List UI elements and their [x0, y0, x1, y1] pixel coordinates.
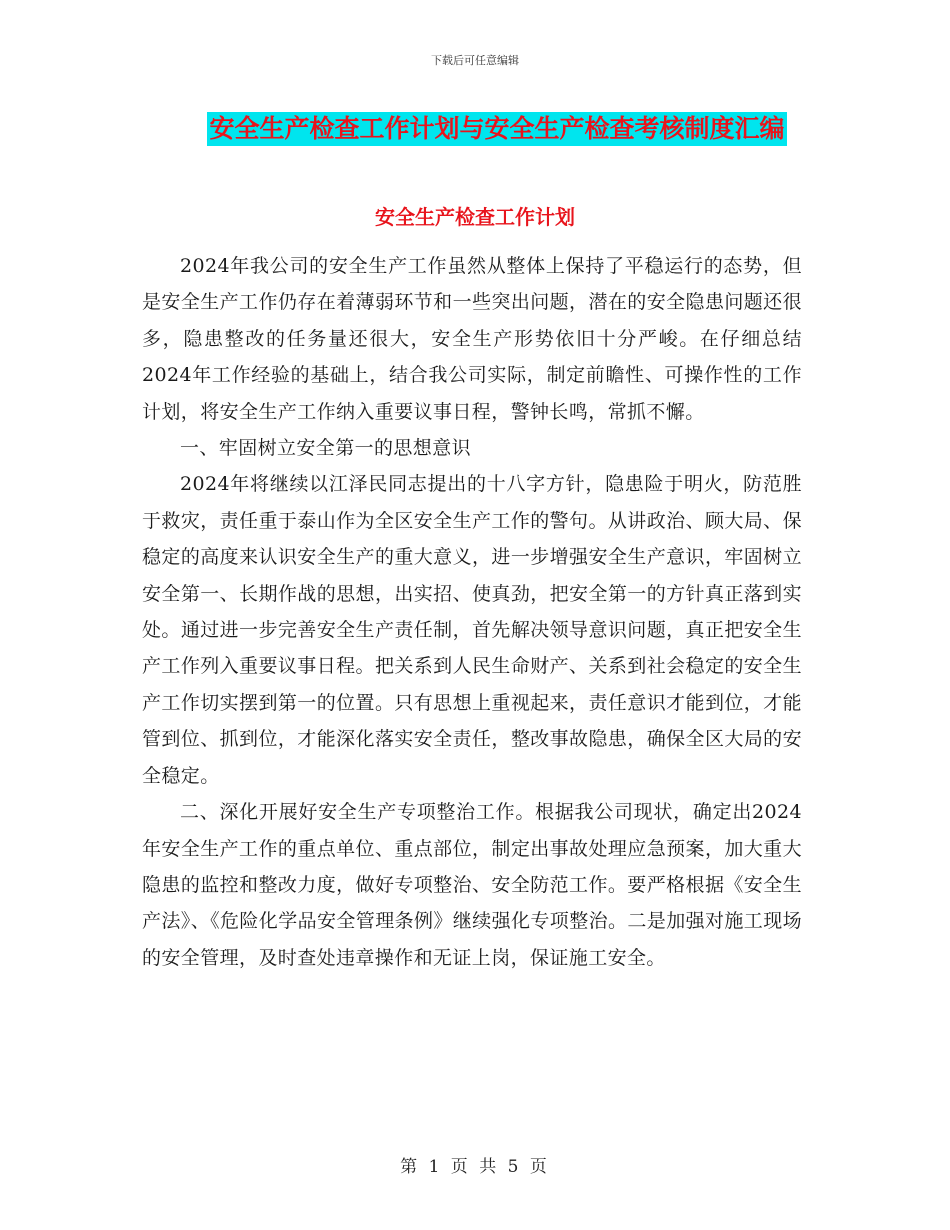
- paragraph-intro: 2024年我公司的安全生产工作虽然从整体上保持了平稳运行的态势，但是安全生产工作仍存在着薄弱环节和一些突出问题，潜在的安全隐患问题还很多，隐患整改的任务量还很大，安全生产形势依旧十分严峻。在仔细总结2024年工作经验的基础上，结合我公司实际，制定前瞻性、可操作性的工作计划，将安全生产工作纳入重要议事日程，警钟长鸣，常抓不懈。: [142, 255, 802, 423]
- paragraph-section-2: 二、深化开展好安全生产专项整治工作。根据我公司现状，确定出2024年安全生产工作的重点单位、重点部位，制定出事故处理应急预案，加大重大隐患的监控和整改力度，做好专项整治、安全防范工作。要严格根据《安全生产法》、《危险化学品安全管理条例》继续强化专项整治。二是加强对施工现场的安全管理，及时查处违章操作和无证上岗，保证施工安全。: [142, 801, 803, 969]
- header-note: 下载后可任意编辑: [431, 54, 519, 67]
- document-title-block: [0, 112, 950, 146]
- paragraph-heading-1: 一、牢固树立安全第一的思想意识: [180, 437, 472, 460]
- page-footer: 第 1 页 共 5 页: [400, 1157, 550, 1177]
- document-title: 安全生产检查工作计划与安全生产检查考核制度汇编: [207, 112, 786, 146]
- body-text: [142, 248, 802, 976]
- paragraph-section-1: 2024年将继续以江泽民同志提出的十八字方针，隐患险于明火，防范胜于救灾，责任重于泰山作为全区安全生产工作的警句。从讲政治、顾大局、保稳定的高度来认识安全生产的重大意义，进一步增强安全生产意识，牢固树立安全第一、长期作战的思想，出实招、使真劲，把安全第一的方针真正落到实处。通过进一步完善安全生产责任制，首先解决领导意识问题，真正把安全生产工作列入重要议事日程。把关系到人民生命财产、关系到社会稳定的安全生产工作切实摆到第一的位置。只有思想上重视起来，责任意识才能到位，才能管到位、抓到位，才能深化落实安全责任，整改事故隐患，确保全区大局的安全稳定。: [142, 473, 802, 787]
- section-title: 安全生产检查工作计划: [375, 205, 575, 229]
